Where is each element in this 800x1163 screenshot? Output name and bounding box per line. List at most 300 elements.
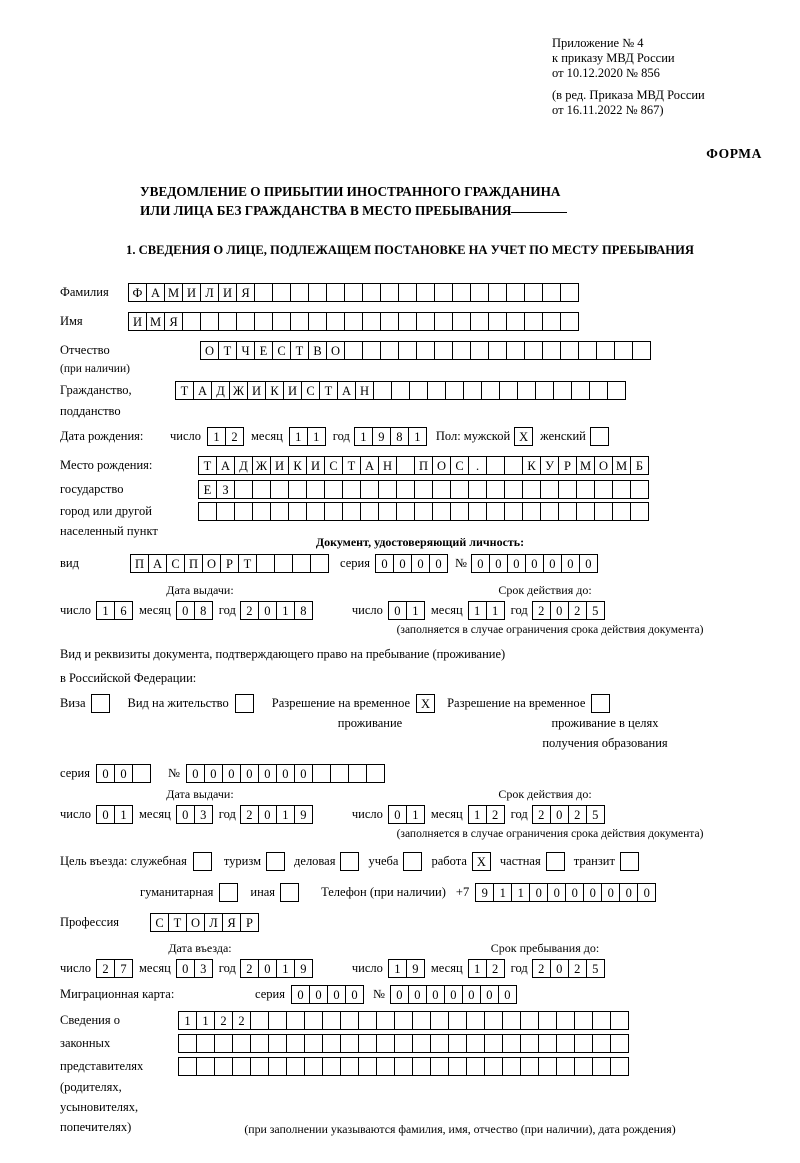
- char-cell[interactable]: [484, 1011, 503, 1030]
- char-cell[interactable]: [330, 764, 349, 783]
- char-cell[interactable]: 1: [468, 601, 487, 620]
- char-cell[interactable]: К: [288, 456, 307, 475]
- char-cell[interactable]: [432, 480, 451, 499]
- char-cell[interactable]: [430, 1057, 449, 1076]
- char-cell[interactable]: [612, 480, 631, 499]
- char-cell[interactable]: 2: [225, 427, 244, 446]
- char-cell[interactable]: [538, 1011, 557, 1030]
- char-cell[interactable]: Ж: [229, 381, 248, 400]
- char-cell[interactable]: [434, 283, 453, 302]
- char-cell[interactable]: 0: [525, 554, 544, 573]
- char-cell[interactable]: [310, 554, 329, 573]
- char-cell[interactable]: 5: [586, 805, 605, 824]
- char-cell[interactable]: 2: [532, 805, 551, 824]
- char-cell[interactable]: [504, 502, 523, 521]
- char-cell[interactable]: [398, 341, 417, 360]
- char-cell[interactable]: [380, 283, 399, 302]
- birth-month-input[interactable]: [289, 427, 325, 446]
- char-cell[interactable]: 0: [480, 985, 499, 1004]
- char-cell[interactable]: 0: [547, 883, 566, 902]
- char-cell[interactable]: У: [540, 456, 559, 475]
- char-cell[interactable]: О: [594, 456, 613, 475]
- char-cell[interactable]: Л: [200, 283, 219, 302]
- char-cell[interactable]: [376, 1057, 395, 1076]
- char-cell[interactable]: [396, 502, 415, 521]
- char-cell[interactable]: [391, 381, 410, 400]
- char-cell[interactable]: [484, 1034, 503, 1053]
- char-cell[interactable]: 3: [194, 805, 213, 824]
- char-cell[interactable]: [304, 1011, 323, 1030]
- char-cell[interactable]: [502, 1011, 521, 1030]
- char-cell[interactable]: 0: [579, 554, 598, 573]
- char-cell[interactable]: [304, 1057, 323, 1076]
- char-cell[interactable]: [250, 1011, 269, 1030]
- entry-month-input[interactable]: [176, 959, 212, 978]
- char-cell[interactable]: 0: [258, 805, 277, 824]
- char-cell[interactable]: З: [216, 480, 235, 499]
- char-cell[interactable]: [542, 283, 561, 302]
- char-cell[interactable]: 0: [471, 554, 490, 573]
- doc-valid-month-input[interactable]: [468, 601, 504, 620]
- char-cell[interactable]: [468, 502, 487, 521]
- purpose-work-checkbox[interactable]: X: [472, 852, 491, 871]
- char-cell[interactable]: 9: [406, 959, 425, 978]
- char-cell[interactable]: [540, 502, 559, 521]
- char-cell[interactable]: П: [130, 554, 149, 573]
- char-cell[interactable]: 0: [408, 985, 427, 1004]
- char-cell[interactable]: [270, 502, 289, 521]
- char-cell[interactable]: 1: [486, 601, 505, 620]
- char-cell[interactable]: [592, 1011, 611, 1030]
- char-cell[interactable]: [486, 456, 505, 475]
- char-cell[interactable]: 1: [276, 959, 295, 978]
- char-cell[interactable]: Д: [211, 381, 230, 400]
- char-cell[interactable]: [360, 502, 379, 521]
- char-cell[interactable]: 0: [637, 883, 656, 902]
- char-cell[interactable]: М: [612, 456, 631, 475]
- char-cell[interactable]: [542, 341, 561, 360]
- char-cell[interactable]: 1: [468, 959, 487, 978]
- char-cell[interactable]: 0: [529, 883, 548, 902]
- char-cell[interactable]: [268, 1034, 287, 1053]
- char-cell[interactable]: [322, 1034, 341, 1053]
- char-cell[interactable]: [542, 312, 561, 331]
- phone-input[interactable]: [475, 883, 655, 902]
- char-cell[interactable]: 1: [388, 959, 407, 978]
- char-cell[interactable]: [612, 502, 631, 521]
- sex-female-checkbox[interactable]: [590, 427, 609, 446]
- char-cell[interactable]: 1: [114, 805, 133, 824]
- char-cell[interactable]: [574, 1034, 593, 1053]
- char-cell[interactable]: 0: [601, 883, 620, 902]
- char-cell[interactable]: Ж: [252, 456, 271, 475]
- legal-rep-input-1[interactable]: [178, 1011, 628, 1030]
- char-cell[interactable]: 1: [408, 427, 427, 446]
- char-cell[interactable]: Т: [218, 341, 237, 360]
- char-cell[interactable]: [558, 480, 577, 499]
- char-cell[interactable]: [376, 1011, 395, 1030]
- char-cell[interactable]: [416, 283, 435, 302]
- char-cell[interactable]: [594, 480, 613, 499]
- char-cell[interactable]: О: [200, 341, 219, 360]
- char-cell[interactable]: [630, 502, 649, 521]
- char-cell[interactable]: 0: [204, 764, 223, 783]
- char-cell[interactable]: [556, 1057, 575, 1076]
- char-cell[interactable]: Н: [378, 456, 397, 475]
- char-cell[interactable]: [378, 502, 397, 521]
- char-cell[interactable]: [340, 1034, 359, 1053]
- name-input[interactable]: [128, 312, 578, 331]
- char-cell[interactable]: [594, 502, 613, 521]
- char-cell[interactable]: 0: [176, 805, 195, 824]
- char-cell[interactable]: [432, 502, 451, 521]
- char-cell[interactable]: [288, 480, 307, 499]
- char-cell[interactable]: Н: [355, 381, 374, 400]
- char-cell[interactable]: [412, 1011, 431, 1030]
- char-cell[interactable]: [234, 502, 253, 521]
- char-cell[interactable]: 1: [276, 805, 295, 824]
- char-cell[interactable]: [340, 1011, 359, 1030]
- char-cell[interactable]: [535, 381, 554, 400]
- char-cell[interactable]: [362, 341, 381, 360]
- purpose-private-checkbox[interactable]: [546, 852, 565, 871]
- stay-month-input[interactable]: [468, 959, 504, 978]
- char-cell[interactable]: 2: [486, 959, 505, 978]
- char-cell[interactable]: И: [182, 283, 201, 302]
- char-cell[interactable]: Д: [234, 456, 253, 475]
- char-cell[interactable]: А: [148, 554, 167, 573]
- char-cell[interactable]: А: [146, 283, 165, 302]
- char-cell[interactable]: [596, 341, 615, 360]
- char-cell[interactable]: [524, 312, 543, 331]
- char-cell[interactable]: 9: [372, 427, 391, 446]
- char-cell[interactable]: [556, 1011, 575, 1030]
- char-cell[interactable]: [560, 283, 579, 302]
- char-cell[interactable]: [358, 1011, 377, 1030]
- birth-year-input[interactable]: [354, 427, 426, 446]
- char-cell[interactable]: [344, 341, 363, 360]
- doc-number-input[interactable]: [471, 554, 597, 573]
- char-cell[interactable]: 0: [565, 883, 584, 902]
- char-cell[interactable]: Р: [240, 913, 259, 932]
- char-cell[interactable]: [358, 1057, 377, 1076]
- char-cell[interactable]: [232, 1057, 251, 1076]
- char-cell[interactable]: [558, 502, 577, 521]
- purpose-humanitarian-checkbox[interactable]: [219, 883, 238, 902]
- char-cell[interactable]: А: [360, 456, 379, 475]
- char-cell[interactable]: Ч: [236, 341, 255, 360]
- birthplace-city-input-3[interactable]: [198, 502, 648, 521]
- char-cell[interactable]: 0: [619, 883, 638, 902]
- char-cell[interactable]: А: [337, 381, 356, 400]
- char-cell[interactable]: С: [272, 341, 291, 360]
- char-cell[interactable]: Е: [198, 480, 217, 499]
- char-cell[interactable]: [380, 341, 399, 360]
- char-cell[interactable]: [272, 283, 291, 302]
- birthplace-city-input-2[interactable]: [198, 480, 648, 499]
- char-cell[interactable]: [250, 1034, 269, 1053]
- char-cell[interactable]: 0: [222, 764, 241, 783]
- char-cell[interactable]: [256, 554, 275, 573]
- permit-valid-day-input[interactable]: [388, 805, 424, 824]
- char-cell[interactable]: [198, 502, 217, 521]
- char-cell[interactable]: 8: [294, 601, 313, 620]
- char-cell[interactable]: [524, 341, 543, 360]
- char-cell[interactable]: [430, 1011, 449, 1030]
- char-cell[interactable]: 0: [462, 985, 481, 1004]
- permit-valid-year-input[interactable]: [532, 805, 604, 824]
- char-cell[interactable]: 9: [475, 883, 494, 902]
- surname-input[interactable]: [128, 283, 578, 302]
- char-cell[interactable]: 8: [390, 427, 409, 446]
- char-cell[interactable]: 1: [276, 601, 295, 620]
- char-cell[interactable]: [398, 312, 417, 331]
- char-cell[interactable]: [288, 502, 307, 521]
- char-cell[interactable]: [290, 283, 309, 302]
- char-cell[interactable]: К: [265, 381, 284, 400]
- char-cell[interactable]: [414, 480, 433, 499]
- char-cell[interactable]: [610, 1011, 629, 1030]
- char-cell[interactable]: 1: [354, 427, 373, 446]
- purpose-other-checkbox[interactable]: [280, 883, 299, 902]
- char-cell[interactable]: [450, 480, 469, 499]
- doc-series-input[interactable]: [375, 554, 447, 573]
- char-cell[interactable]: [448, 1011, 467, 1030]
- patronymic-input[interactable]: [200, 341, 650, 360]
- char-cell[interactable]: [312, 764, 331, 783]
- char-cell[interactable]: [344, 283, 363, 302]
- char-cell[interactable]: [394, 1057, 413, 1076]
- char-cell[interactable]: Р: [220, 554, 239, 573]
- char-cell[interactable]: [380, 312, 399, 331]
- char-cell[interactable]: 0: [561, 554, 580, 573]
- char-cell[interactable]: [268, 1011, 287, 1030]
- char-cell[interactable]: 9: [294, 959, 313, 978]
- char-cell[interactable]: [326, 312, 345, 331]
- char-cell[interactable]: 2: [214, 1011, 233, 1030]
- char-cell[interactable]: [576, 480, 595, 499]
- char-cell[interactable]: [470, 283, 489, 302]
- char-cell[interactable]: 2: [240, 601, 259, 620]
- char-cell[interactable]: [520, 1011, 539, 1030]
- citizenship-input[interactable]: [175, 381, 625, 400]
- char-cell[interactable]: [322, 1057, 341, 1076]
- char-cell[interactable]: М: [146, 312, 165, 331]
- char-cell[interactable]: [322, 1011, 341, 1030]
- char-cell[interactable]: Т: [342, 456, 361, 475]
- char-cell[interactable]: И: [283, 381, 302, 400]
- char-cell[interactable]: 2: [96, 959, 115, 978]
- char-cell[interactable]: П: [184, 554, 203, 573]
- char-cell[interactable]: 1: [493, 883, 512, 902]
- char-cell[interactable]: [538, 1034, 557, 1053]
- char-cell[interactable]: [396, 480, 415, 499]
- char-cell[interactable]: [216, 502, 235, 521]
- char-cell[interactable]: С: [450, 456, 469, 475]
- char-cell[interactable]: 0: [176, 601, 195, 620]
- char-cell[interactable]: [214, 1057, 233, 1076]
- char-cell[interactable]: [502, 1034, 521, 1053]
- char-cell[interactable]: [488, 283, 507, 302]
- permit-issue-year-input[interactable]: [240, 805, 312, 824]
- char-cell[interactable]: Т: [175, 381, 194, 400]
- char-cell[interactable]: [560, 341, 579, 360]
- char-cell[interactable]: 0: [327, 985, 346, 1004]
- char-cell[interactable]: 0: [411, 554, 430, 573]
- char-cell[interactable]: Я: [222, 913, 241, 932]
- char-cell[interactable]: [232, 1034, 251, 1053]
- char-cell[interactable]: 2: [532, 601, 551, 620]
- doc-issue-month-input[interactable]: [176, 601, 212, 620]
- char-cell[interactable]: 0: [550, 805, 569, 824]
- char-cell[interactable]: Л: [204, 913, 223, 932]
- char-cell[interactable]: [270, 480, 289, 499]
- char-cell[interactable]: 0: [176, 959, 195, 978]
- char-cell[interactable]: [342, 480, 361, 499]
- profession-input[interactable]: [150, 913, 258, 932]
- char-cell[interactable]: С: [324, 456, 343, 475]
- char-cell[interactable]: [520, 1057, 539, 1076]
- char-cell[interactable]: [522, 480, 541, 499]
- char-cell[interactable]: [236, 312, 255, 331]
- char-cell[interactable]: [326, 283, 345, 302]
- char-cell[interactable]: И: [306, 456, 325, 475]
- char-cell[interactable]: 0: [388, 805, 407, 824]
- entry-day-input[interactable]: [96, 959, 132, 978]
- char-cell[interactable]: [373, 381, 392, 400]
- char-cell[interactable]: [452, 341, 471, 360]
- char-cell[interactable]: [250, 1057, 269, 1076]
- purpose-business-checkbox[interactable]: [340, 852, 359, 871]
- char-cell[interactable]: П: [414, 456, 433, 475]
- purpose-transit-checkbox[interactable]: [620, 852, 639, 871]
- char-cell[interactable]: [540, 480, 559, 499]
- char-cell[interactable]: 0: [309, 985, 328, 1004]
- char-cell[interactable]: 1: [511, 883, 530, 902]
- char-cell[interactable]: И: [128, 312, 147, 331]
- permit-issue-month-input[interactable]: [176, 805, 212, 824]
- char-cell[interactable]: О: [326, 341, 345, 360]
- char-cell[interactable]: [470, 341, 489, 360]
- char-cell[interactable]: [360, 480, 379, 499]
- char-cell[interactable]: [414, 502, 433, 521]
- char-cell[interactable]: [286, 1034, 305, 1053]
- permit-valid-month-input[interactable]: [468, 805, 504, 824]
- char-cell[interactable]: О: [432, 456, 451, 475]
- residence-checkbox[interactable]: [235, 694, 254, 713]
- char-cell[interactable]: [416, 341, 435, 360]
- char-cell[interactable]: [466, 1011, 485, 1030]
- char-cell[interactable]: [499, 381, 518, 400]
- char-cell[interactable]: [306, 480, 325, 499]
- char-cell[interactable]: [200, 312, 219, 331]
- char-cell[interactable]: 0: [498, 985, 517, 1004]
- char-cell[interactable]: 1: [96, 601, 115, 620]
- char-cell[interactable]: 2: [240, 959, 259, 978]
- char-cell[interactable]: [290, 312, 309, 331]
- char-cell[interactable]: [274, 554, 293, 573]
- char-cell[interactable]: 0: [186, 764, 205, 783]
- char-cell[interactable]: 2: [568, 805, 587, 824]
- char-cell[interactable]: [286, 1057, 305, 1076]
- char-cell[interactable]: 0: [390, 985, 409, 1004]
- char-cell[interactable]: [430, 1034, 449, 1053]
- doc-valid-day-input[interactable]: [388, 601, 424, 620]
- char-cell[interactable]: Т: [198, 456, 217, 475]
- char-cell[interactable]: Т: [168, 913, 187, 932]
- char-cell[interactable]: .: [468, 456, 487, 475]
- char-cell[interactable]: [538, 1057, 557, 1076]
- char-cell[interactable]: К: [522, 456, 541, 475]
- char-cell[interactable]: 1: [307, 427, 326, 446]
- char-cell[interactable]: 2: [568, 601, 587, 620]
- char-cell[interactable]: [632, 341, 651, 360]
- char-cell[interactable]: [132, 764, 151, 783]
- stay-day-input[interactable]: [388, 959, 424, 978]
- char-cell[interactable]: И: [247, 381, 266, 400]
- char-cell[interactable]: [486, 480, 505, 499]
- char-cell[interactable]: [196, 1034, 215, 1053]
- char-cell[interactable]: 9: [294, 805, 313, 824]
- char-cell[interactable]: [452, 312, 471, 331]
- char-cell[interactable]: [308, 283, 327, 302]
- char-cell[interactable]: 7: [114, 959, 133, 978]
- char-cell[interactable]: 0: [550, 601, 569, 620]
- char-cell[interactable]: [610, 1057, 629, 1076]
- char-cell[interactable]: О: [186, 913, 205, 932]
- char-cell[interactable]: И: [218, 283, 237, 302]
- permit-issue-day-input[interactable]: [96, 805, 132, 824]
- char-cell[interactable]: А: [193, 381, 212, 400]
- entry-year-input[interactable]: [240, 959, 312, 978]
- char-cell[interactable]: Е: [254, 341, 273, 360]
- char-cell[interactable]: [286, 1011, 305, 1030]
- char-cell[interactable]: [506, 312, 525, 331]
- char-cell[interactable]: [178, 1057, 197, 1076]
- char-cell[interactable]: 2: [568, 959, 587, 978]
- char-cell[interactable]: [344, 312, 363, 331]
- char-cell[interactable]: [506, 283, 525, 302]
- char-cell[interactable]: [324, 480, 343, 499]
- char-cell[interactable]: 2: [486, 805, 505, 824]
- char-cell[interactable]: [466, 1057, 485, 1076]
- char-cell[interactable]: [412, 1057, 431, 1076]
- char-cell[interactable]: 0: [429, 554, 448, 573]
- char-cell[interactable]: [292, 554, 311, 573]
- char-cell[interactable]: С: [150, 913, 169, 932]
- char-cell[interactable]: 1: [196, 1011, 215, 1030]
- char-cell[interactable]: Я: [236, 283, 255, 302]
- char-cell[interactable]: [574, 1011, 593, 1030]
- char-cell[interactable]: [348, 764, 367, 783]
- char-cell[interactable]: [218, 312, 237, 331]
- char-cell[interactable]: [416, 312, 435, 331]
- char-cell[interactable]: 0: [258, 959, 277, 978]
- char-cell[interactable]: [488, 341, 507, 360]
- char-cell[interactable]: [524, 283, 543, 302]
- char-cell[interactable]: [470, 312, 489, 331]
- char-cell[interactable]: [409, 381, 428, 400]
- char-cell[interactable]: [340, 1057, 359, 1076]
- char-cell[interactable]: [556, 1034, 575, 1053]
- char-cell[interactable]: [254, 283, 273, 302]
- char-cell[interactable]: [434, 341, 453, 360]
- sex-male-checkbox[interactable]: X: [514, 427, 533, 446]
- purpose-service-checkbox[interactable]: [193, 852, 212, 871]
- char-cell[interactable]: 0: [258, 601, 277, 620]
- char-cell[interactable]: [396, 456, 415, 475]
- char-cell[interactable]: [502, 1057, 521, 1076]
